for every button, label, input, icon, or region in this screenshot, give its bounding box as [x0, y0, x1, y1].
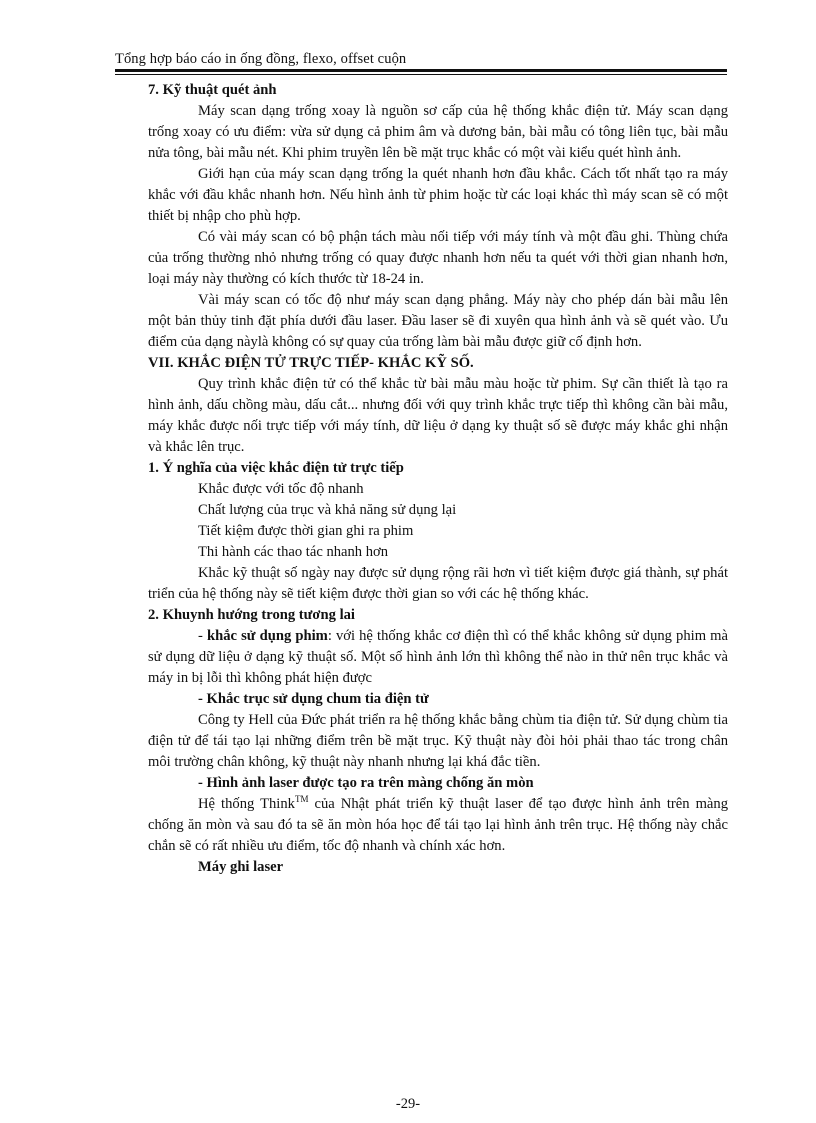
list-item: Tiết kiệm được thời gian ghi ra phim — [198, 523, 414, 539]
page-body — [148, 80, 728, 878]
chapter-heading-vii: VII. KHẮC ĐIỆN TỬ TRỰC TIẾP- KHẮC KỸ SỐ. — [148, 355, 474, 371]
paragraph: Quy trình khắc điện tử có thể khắc từ bài mẫu màu hoặc từ phim. Sự cần thiết là tạo ra hình ảnh, dấu chồng màu, dấu cắt... nhưng đối với quy trình khắc trực tiếp thì không cần bài mẫu, máy khắc được nối trực tiếp với máy tính, dữ liệu ở dạng ky thuật số sẽ được máy khắc ghi nhận và khắc lên trục. — [148, 376, 728, 455]
list-item: Chất lượng của trục và khả năng sử dụng lại — [198, 502, 457, 518]
section-heading-y-nghia: 1. Ý nghĩa của việc khắc điện tử trực tiếp — [148, 460, 404, 476]
header-rule-thin — [115, 74, 727, 75]
subheading-chum-tia: - Khắc trục sử dụng chum tia điện tử — [198, 691, 429, 707]
paragraph: Vài máy scan có tốc độ như máy scan dạng phẳng. Máy này cho phép dán bài mẫu lên một bản thủy tinh đặt phía dưới đầu laser. Đầu laser sẽ đi xuyên qua hình ảnh và sẽ quét vào. Ưu điểm của dạng nàylà không có sự quay của trống làm bài mẫu được giữ cố định hơn. — [148, 292, 728, 350]
paragraph-think: Hệ thống Think™ của Nhật phát triển kỹ thuật laser để tạo được hình ảnh trên màng chống ăn mòn và sau đó ta sẽ ăn mòn hóa học để tái tạo lại hình ảnh trên trục. Hệ thống này chắc chắn sẽ có rất nhiều ưu điểm, tốc độ nhanh và chính xác hơn. — [148, 794, 728, 854]
section-heading-quet-anh: 7. Kỹ thuật quét ảnh — [148, 82, 277, 98]
paragraph: Khắc kỹ thuật số ngày nay được sử dụng rộng rãi hơn vì tiết kiệm được giá thành, sự phát triển của hệ thống này sẽ tiết kiệm được thời gian so với các hệ thống khác. — [148, 565, 728, 602]
list-item: Thi hành các thao tác nhanh hơn — [198, 544, 389, 560]
running-header: Tổng hợp báo cáo in ống đồng, flexo, offset cuộn — [115, 51, 407, 67]
paragraph: Máy scan dạng trống xoay là nguồn sơ cấp của hệ thống khắc điện tử. Máy scan dạng trống xoay có ưu điểm: vừa sử dụng cả phim âm và dương bản, bài mẫu có tông liên tục, bài mẫu nửa tông, bài mẫu nét. Khi phim truyền lên bề mặt trục khắc có một vài kiểu quét hình ảnh. — [148, 103, 728, 161]
paragraph: Có vài máy scan có bộ phận tách màu nối tiếp với máy tính và một đầu ghi. Thùng chứa của trống thường nhỏ nhưng trống có quay được nhanh hơn nếu ta quét với thời gian nhanh hơn, loại máy này thường có kích thước từ 18-24 in. — [148, 229, 728, 287]
subheading-laser: - Hình ảnh laser được tạo ra trên màng chống ăn mòn — [198, 775, 534, 791]
header-rule-thick — [115, 69, 727, 72]
subheading-may-ghi-laser: Máy ghi laser — [198, 859, 284, 875]
list-item: Khắc được với tốc độ nhanh — [198, 481, 364, 497]
section-heading-khuynh-huong: 2. Khuynh hướng trong tương lai — [148, 607, 355, 623]
paragraph: Công ty Hell của Đức phát triển ra hệ thống khắc bằng chùm tia điện tử. Sử dụng chùm tia điện tử để tái tạo lại những điểm trên bề mặt trục. Kỹ thuật này đòi hỏi phải thao tác trong chân môi trường chân không, kỹ thuật này nhanh nhưng lại khá đắc tiền. — [148, 712, 728, 770]
page-number: -29- — [395, 1096, 421, 1112]
paragraph: Giới hạn của máy scan dạng trống la quét nhanh hơn đầu khắc. Cách tốt nhất tạo ra máy khắc với đầu khắc nhanh hơn. Nếu hình ảnh từ phim hoặc từ các loại khác thì máy scan sẽ có một thiết bị nhập cho phù hợp. — [148, 166, 728, 224]
paragraph-khac-phim: - khắc sử dụng phim: với hệ thống khắc cơ điện thì có thể khắc không sử dụng phim mà sử dụng dữ liệu ở dạng kỹ thuật số. Một số hình ảnh lớn thì không thể nào in thử nên trục khắc và máy in bị lỗi thì không phát hiện được — [148, 628, 728, 686]
